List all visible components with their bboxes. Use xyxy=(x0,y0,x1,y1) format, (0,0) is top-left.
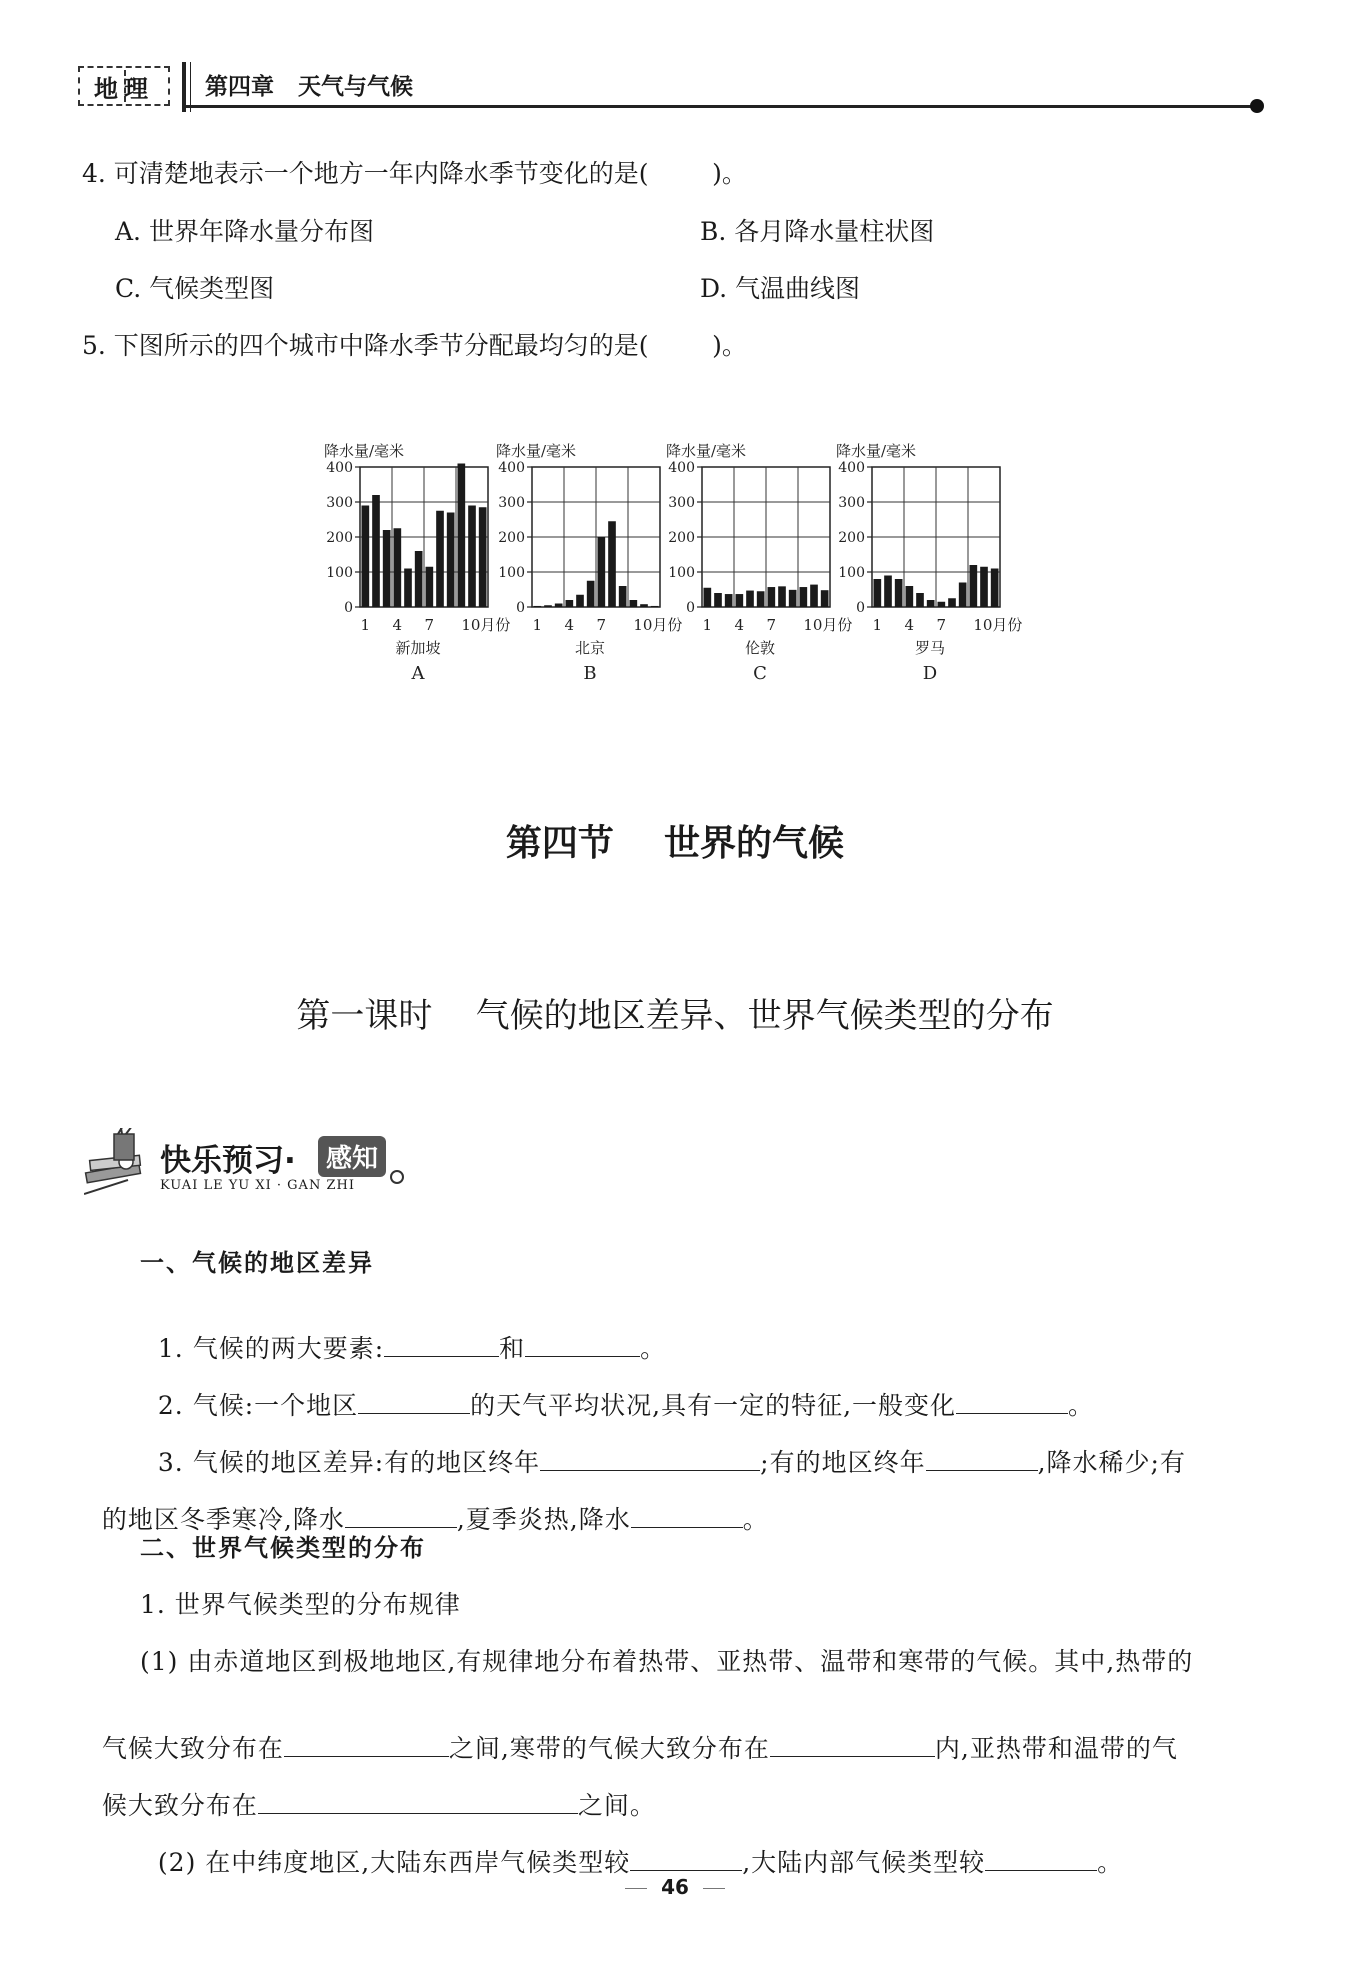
question-5-stem: 5. 下图所示的四个城市中降水季节分配最均匀的是( )。 xyxy=(82,331,747,360)
answer-blank[interactable] xyxy=(630,1845,742,1871)
chart-ytick-label: 100 xyxy=(326,565,353,581)
chart-xtick-label: 4 xyxy=(392,616,403,634)
chart-ytick-label: 0 xyxy=(686,600,695,616)
logo-title: 快乐预习· xyxy=(160,1143,296,1179)
chart-bar xyxy=(704,588,712,607)
chart-ytick-label: 300 xyxy=(668,495,695,511)
chart-bar xyxy=(640,604,648,607)
chart-ytick-label: 100 xyxy=(838,565,865,581)
chart-xtick-label: 7 xyxy=(766,616,777,634)
logo-tag: 感知 xyxy=(318,1136,386,1177)
chart-bar xyxy=(725,594,733,607)
chart-ytick-label: 400 xyxy=(668,460,695,476)
chart-xtick-label: 7 xyxy=(596,616,607,634)
question-4-option-a: A. 世界年降水量分布图 xyxy=(115,217,374,246)
chart-bar xyxy=(746,591,754,607)
chart-ytick-label: 400 xyxy=(326,460,353,476)
chart-bar xyxy=(938,602,946,607)
question-4-option-b: B. 各月降水量柱状图 xyxy=(700,217,935,246)
chart-bar xyxy=(714,593,722,607)
part-2-subheading-1: 1. 世界气候类型的分布规律 xyxy=(140,1590,461,1619)
chart-bar xyxy=(884,576,892,608)
chart-ytick-label: 0 xyxy=(344,600,353,616)
chart-xtick-label: 1 xyxy=(702,616,713,634)
part-2-paragraph-2: (2) 在中纬度地区,大陆东西岸气候类型较 ,大陆内部气候类型较 。 xyxy=(140,1814,1123,1879)
chart-bar xyxy=(415,551,423,607)
chart-ylabel: 降水量/毫米 xyxy=(324,442,405,460)
chart-bar xyxy=(789,590,797,607)
chart-ytick-label: 300 xyxy=(838,495,865,511)
chart-ytick-label: 200 xyxy=(668,530,695,546)
answer-blank[interactable] xyxy=(631,1502,743,1528)
question-4-option-c: C. 气候类型图 xyxy=(115,274,275,303)
chart-bar xyxy=(394,528,402,607)
question-4-option-d: D. 气温曲线图 xyxy=(700,274,861,303)
chart-bar xyxy=(383,530,391,607)
part-1-question-3-line-1: 3. 气候的地区差异:有的地区终年 ;有的地区终年 ,降水稀少;有 xyxy=(140,1414,1186,1479)
chart-bar xyxy=(821,590,829,607)
chart-city-name: 新加坡 xyxy=(395,639,441,657)
chart-bar xyxy=(991,569,999,608)
chart-xtick-label: 4 xyxy=(904,616,915,634)
chart-bar xyxy=(534,606,542,607)
chart-letter: C xyxy=(753,663,767,684)
chart-letter: A xyxy=(411,663,425,684)
chart-xtick-label: 7 xyxy=(936,616,947,634)
chart-bar xyxy=(959,583,967,608)
precipitation-charts xyxy=(0,0,1350,704)
chart-xtick-label: 10月份 xyxy=(803,616,853,634)
chart-bar xyxy=(768,587,776,607)
chart-bar xyxy=(757,591,765,607)
chart-bar xyxy=(619,586,627,607)
chart-bar xyxy=(906,586,914,607)
chart-ytick-label: 200 xyxy=(326,530,353,546)
answer-blank[interactable] xyxy=(985,1845,1097,1871)
chart-bar xyxy=(372,495,380,607)
chart-xtick-label: 10月份 xyxy=(973,616,1023,634)
chart-ytick-label: 0 xyxy=(856,600,865,616)
chart-xtick-label: 10月份 xyxy=(461,616,511,634)
chart-ytick-label: 300 xyxy=(326,495,353,511)
chart-city-name: 伦敦 xyxy=(744,639,776,657)
chart-bar xyxy=(458,464,466,608)
chart-xtick-label: 4 xyxy=(564,616,575,634)
chart-ylabel: 降水量/毫米 xyxy=(836,442,917,460)
chart-ytick-label: 0 xyxy=(516,600,525,616)
chapter-title: 第四章 天气与气候 xyxy=(205,73,414,100)
chart-bar xyxy=(874,579,882,607)
answer-blank[interactable] xyxy=(525,1331,640,1357)
subject-char-right: 理 xyxy=(124,74,154,103)
chart-bar xyxy=(426,567,434,607)
chart-bar xyxy=(544,605,552,607)
chart-ylabel: 降水量/毫米 xyxy=(666,442,747,460)
part-2-paragraph-1-line-3: 候大致分布在 之间。 xyxy=(84,1757,656,1822)
part-2-paragraph-1-line-1: (1) 由赤道地区到极地地区,有规律地分布着热带、亚热带、温带和寒带的气候。其中,热带的 xyxy=(140,1647,1194,1676)
logo-pin-icon xyxy=(390,1170,404,1184)
part-1-question-3-line-2: 的地区冬季寒冷,降水 ,夏季炎热,降水 。 xyxy=(84,1471,769,1536)
part-2-paragraph-1-line-2: 气候大致分布在 之间,寒带的气候大致分布在 内,亚热带和温带的气 xyxy=(84,1700,1178,1765)
chart-bar xyxy=(980,567,988,607)
chart-bar xyxy=(916,593,924,607)
chart-bar xyxy=(810,585,818,607)
chart-city-name: 罗马 xyxy=(914,639,946,657)
answer-blank[interactable] xyxy=(284,1731,449,1757)
chart-bar xyxy=(651,606,659,607)
chart-ytick-label: 200 xyxy=(498,530,525,546)
chart-xtick-label: 1 xyxy=(872,616,883,634)
chart-ytick-label: 400 xyxy=(498,460,525,476)
answer-blank[interactable] xyxy=(358,1388,470,1414)
chart-city-name: 北京 xyxy=(574,639,606,657)
chart-bar xyxy=(948,598,956,607)
answer-blank[interactable] xyxy=(956,1388,1068,1414)
chart-bar xyxy=(447,513,455,608)
books-icon xyxy=(84,1128,156,1204)
chart-bar xyxy=(778,586,786,607)
part-1-question-2: 2. 气候:一个地区 的天气平均状况,具有一定的特征,一般变化 。 xyxy=(140,1357,1094,1422)
chart-bar xyxy=(608,521,616,607)
part-1-question-1: 1. 气候的两大要素: 和 。 xyxy=(140,1300,666,1365)
chart-xtick-label: 7 xyxy=(424,616,435,634)
chart-letter: D xyxy=(922,663,938,684)
chart-xtick-label: 1 xyxy=(360,616,371,634)
chart-ytick-label: 400 xyxy=(838,460,865,476)
answer-blank[interactable] xyxy=(384,1331,499,1357)
answer-blank[interactable] xyxy=(345,1502,457,1528)
chart-bar xyxy=(468,506,476,608)
part-2-heading: 二、世界气候类型的分布 xyxy=(140,1534,426,1562)
section-title: 第四节 世界的气候 xyxy=(505,823,845,864)
chart-bar xyxy=(587,581,595,607)
chart-letter: B xyxy=(583,663,597,684)
chart-ytick-label: 100 xyxy=(668,565,695,581)
chart-bar xyxy=(598,537,606,607)
chart-ylabel: 降水量/毫米 xyxy=(496,442,577,460)
logo-pinyin: KUAI LE YU XI · GAN ZHI xyxy=(160,1178,355,1193)
subject-char-left: 地 xyxy=(94,74,124,103)
chart-bar xyxy=(895,579,903,607)
answer-blank[interactable] xyxy=(258,1788,578,1814)
chart-bar xyxy=(970,565,978,607)
question-4-stem: 4. 可清楚地表示一个地方一年内降水季节变化的是( )。 xyxy=(82,159,747,188)
lesson-title: 第一课时 气候的地区差异、世界气候类型的分布 xyxy=(296,996,1054,1036)
chart-bar xyxy=(479,507,487,607)
chart-bar xyxy=(362,506,370,608)
chart-ytick-label: 300 xyxy=(498,495,525,511)
precipitation-charts-svg xyxy=(0,0,1350,700)
chart-xtick-label: 10月份 xyxy=(633,616,683,634)
part-1-heading: 一、气候的地区差异 xyxy=(140,1249,374,1277)
chart-bar xyxy=(630,600,638,607)
chart-ytick-label: 100 xyxy=(498,565,525,581)
chart-xtick-label: 1 xyxy=(532,616,543,634)
chart-bar xyxy=(436,511,444,607)
chart-bar xyxy=(404,569,412,608)
chart-xtick-label: 4 xyxy=(734,616,745,634)
chart-bar xyxy=(576,595,584,607)
chart-ytick-label: 200 xyxy=(838,530,865,546)
answer-blank[interactable] xyxy=(540,1445,760,1471)
chart-bar xyxy=(927,600,935,607)
answer-blank[interactable] xyxy=(770,1731,935,1757)
chart-bar xyxy=(555,604,563,608)
answer-blank[interactable] xyxy=(926,1445,1038,1471)
page-number: 46 xyxy=(0,1875,1350,1899)
chart-bar xyxy=(736,594,744,607)
chart-bar xyxy=(800,587,808,607)
chart-bar xyxy=(566,600,574,607)
